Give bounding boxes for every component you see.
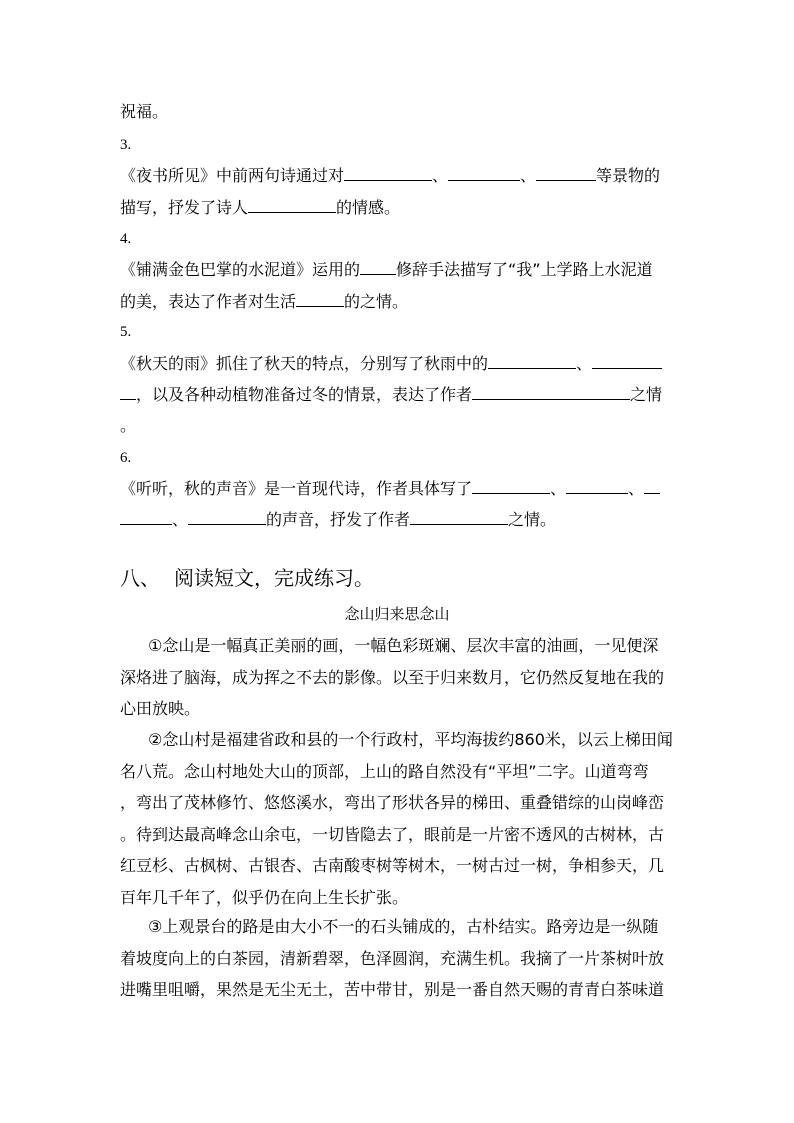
paragraph-line: 名八荒。念山村地处大山的顶部，上山的路自然没有“平坦”二字。山道弯弯 bbox=[120, 761, 649, 781]
question-4-text-c: 的美，表达了作者对生活 bbox=[120, 292, 297, 311]
paragraph-line: ②念山村是福建省政和县的一个行政村，平均海拔约860米，以云上梯田闻 bbox=[148, 730, 673, 749]
answer-blank[interactable] bbox=[296, 291, 344, 307]
answer-blank[interactable] bbox=[120, 509, 172, 525]
question-6-text-c: 之情。 bbox=[508, 510, 557, 529]
section-heading bbox=[120, 566, 374, 590]
answer-blank[interactable] bbox=[188, 509, 266, 525]
answer-blank[interactable] bbox=[644, 478, 660, 494]
answer-blank[interactable] bbox=[566, 478, 628, 494]
previous-answer-tail: 祝福。 bbox=[120, 102, 169, 121]
question-3-text-b: 等景物的 bbox=[596, 166, 661, 185]
question-4-text-d: 的之情。 bbox=[344, 292, 409, 311]
question-6-text-a: 《听听，秋的声音》是一首现代诗，作者具体写了 bbox=[120, 479, 473, 498]
section-title: 阅读短文，完成练习。 bbox=[174, 566, 374, 590]
question-4-line-1 bbox=[120, 259, 653, 280]
paragraph-line: 着坡度向上的白茶园，清新碧翠，色泽圆润，充满生机。我摘了一片茶树叶放 bbox=[120, 948, 665, 968]
question-6-line-2 bbox=[120, 509, 556, 530]
question-4-number: 4. bbox=[120, 231, 132, 247]
question-4-line-2 bbox=[120, 291, 408, 312]
question-4-text-b: 修辞手法描写了“我”上学路上水泥道 bbox=[396, 260, 653, 279]
question-5-line-3: 。 bbox=[120, 416, 137, 435]
answer-blank[interactable] bbox=[592, 353, 662, 369]
paragraph-line: ③上观景台的路是由大小不一的石头铺成的，古朴结实。路旁边是一纵随 bbox=[148, 917, 659, 936]
question-6-number: 6. bbox=[120, 450, 132, 466]
question-3-line-1 bbox=[120, 165, 660, 186]
question-3-text-c: 描写，抒发了诗人 bbox=[120, 198, 249, 217]
paragraph-line: 百年几千年了，似乎仍在向上生长扩张。 bbox=[120, 887, 409, 907]
answer-blank[interactable] bbox=[536, 165, 596, 181]
question-5-text-c: 之情 bbox=[630, 385, 663, 404]
answer-blank[interactable] bbox=[448, 165, 520, 181]
paragraph-line: 心田放映。 bbox=[120, 699, 201, 718]
article-paragraph-2 bbox=[120, 724, 673, 913]
section-number: 八、 bbox=[120, 566, 160, 590]
question-5-number: 5. bbox=[120, 324, 132, 340]
question-3-number: 3. bbox=[120, 137, 132, 153]
question-3-text-a: 《夜书所见》中前两句诗通过对 bbox=[120, 166, 345, 185]
paragraph-line: ①念山是一幅真正美丽的画，一幅色彩斑斓、层次丰富的油画，一见便深 bbox=[148, 636, 659, 655]
answer-blank[interactable] bbox=[472, 384, 630, 400]
article-title: 念山归来思念山 bbox=[344, 605, 450, 623]
answer-blank[interactable] bbox=[248, 197, 336, 213]
question-6-sep-2: 、 bbox=[628, 479, 645, 498]
article-paragraph-3 bbox=[120, 911, 666, 1006]
question-5-line-1 bbox=[120, 353, 662, 374]
answer-blank[interactable] bbox=[120, 384, 136, 400]
question-3-line-2 bbox=[120, 197, 400, 218]
question-6-text-b: 的声音，抒发了作者 bbox=[266, 510, 411, 529]
paragraph-line: 进嘴里咀嚼，果然是无尘无土，苦中带甘，别是一番自然天赐的青青白茶味道 bbox=[120, 980, 665, 999]
paragraph-line: 深烙进了脑海，成为挥之不去的影像。以至于归来数月，它仍然反复地在我的 bbox=[120, 667, 665, 687]
paragraph-line: ，弯出了茂林修竹、悠悠溪水，弯出了形状各异的梯田、重叠错综的山岗峰峦 bbox=[120, 793, 665, 812]
paragraph-line: 红豆杉、古枫树、古银杏、古南酸枣树等树木，一树古过一树，争相参天，几 bbox=[120, 856, 665, 875]
answer-blank[interactable] bbox=[344, 165, 432, 181]
question-5-line-2 bbox=[120, 384, 662, 405]
question-6-sep-3: 、 bbox=[172, 510, 189, 529]
question-3-text-d: 的情感。 bbox=[336, 198, 401, 217]
question-5-text-b: ，以及各种动植物准备过冬的情景，表达了作者 bbox=[136, 385, 473, 404]
question-4-text-a: 《铺满金色巴掌的水泥道》运用的 bbox=[120, 260, 361, 279]
answer-blank[interactable] bbox=[360, 259, 396, 275]
question-3-sep-2: 、 bbox=[520, 166, 537, 185]
answer-blank[interactable] bbox=[472, 478, 550, 494]
question-5-sep-1: 、 bbox=[576, 354, 593, 373]
answer-blank[interactable] bbox=[410, 509, 508, 525]
question-5-text-a: 《秋天的雨》抓住了秋天的特点，分别写了秋雨中的 bbox=[120, 354, 489, 373]
question-3-sep-1: 、 bbox=[432, 166, 449, 185]
article-paragraph-1 bbox=[120, 630, 666, 725]
question-6-sep-1: 、 bbox=[550, 479, 567, 498]
answer-blank[interactable] bbox=[488, 353, 576, 369]
question-6-line-1 bbox=[120, 478, 660, 499]
paragraph-line: 。待到达最高峰念山余屯，一切皆隐去了，眼前是一片密不透风的古树林，古 bbox=[120, 824, 665, 844]
